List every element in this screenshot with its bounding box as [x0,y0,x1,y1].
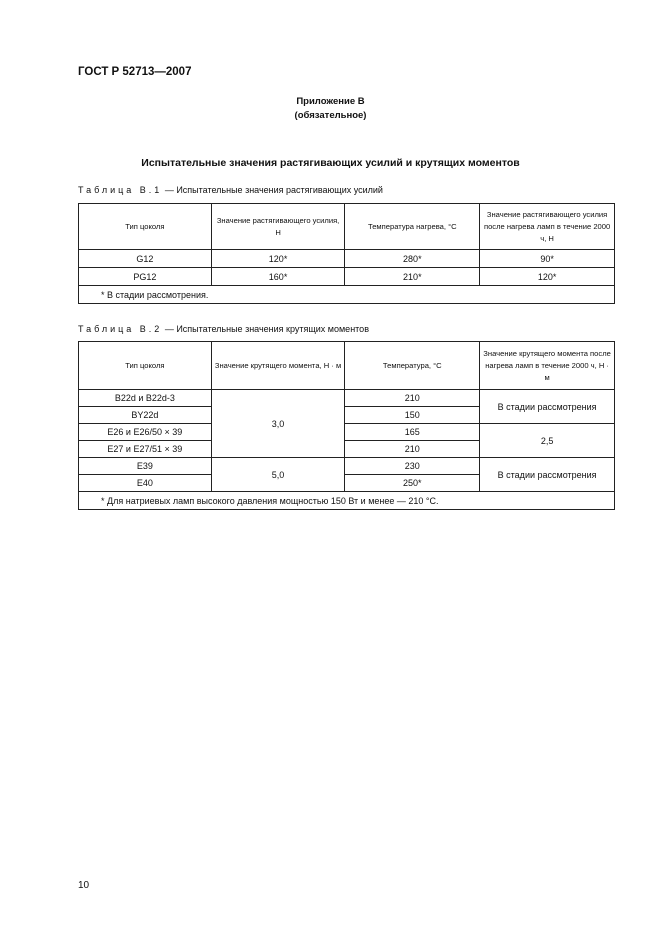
table-cell: 165 [345,424,480,441]
table-cell: 2,5 [480,424,615,458]
table1-footnote: * В стадии рассмотрения. [79,286,615,304]
table1-header-cell: Значение растягивающего усилия после нагрева ламп в течение 2000 ч, Н [480,204,615,250]
table2-caption-text: — Испытательные значения крутящих моментов [162,324,369,334]
table-cell: В стадии рассмотрения [480,390,615,424]
table-cell: 160* [211,268,345,286]
table-cell: 150 [345,407,480,424]
table-cell: 210 [345,441,480,458]
table-cell: E27 и E27/51 × 39 [79,441,212,458]
table1-header-cell: Тип цоколя [79,204,212,250]
table-row [79,250,615,268]
table2-footnote-row [79,492,615,510]
table2-footnote: * Для натриевых ламп высокого давления мощностью 150 Вт и менее — 210 °С. [79,492,615,510]
table-cell: 210 [345,390,480,407]
table-cell: PG12 [79,268,212,286]
table2-header-cell: Тип цоколя [79,342,212,390]
table-cell: 210* [345,268,480,286]
table2-caption [78,324,369,334]
table-cell: 5,0 [211,458,345,492]
table-cell: 120* [211,250,345,268]
table-cell: 230 [345,458,480,475]
table1-caption-prefix: Таблица В.1 [78,185,163,195]
appendix-status: (обязательное) [294,110,367,121]
table-cell: BY22d [79,407,212,424]
table2-header-row [79,342,615,390]
table-cell: В стадии рассмотрения [480,458,615,492]
section-title: Испытательные значения растягивающих усилий и крутящих моментов [141,157,520,169]
table-row [79,424,615,441]
table2-header-cell: Значение крутящего момента, Н · м [211,342,345,390]
table-cell: E39 [79,458,212,475]
table1-header-cell: Значение растягивающего усилия, Н [211,204,345,250]
appendix-title: Приложение В [296,96,365,107]
table1-header-row [79,204,615,250]
table-cell: G12 [79,250,212,268]
table-row [79,390,615,407]
table-cell: 90* [480,250,615,268]
page-number: 10 [78,880,90,891]
table-row [79,268,615,286]
table1-header-cell: Температура нагрева, °С [345,204,480,250]
table2-header-cell: Температура, °С [345,342,480,390]
table-cell: 120* [480,268,615,286]
table2-header-cell: Значение крутящего момента после нагрева ламп в течение 2000 ч, Н · м [480,342,615,390]
table1 [78,203,615,304]
table1-footnote-row [79,286,615,304]
table-row [79,458,615,475]
table-cell: B22d и B22d-3 [79,390,212,407]
table1-caption [78,185,383,195]
table2-caption-prefix: Таблица В.2 [78,324,163,334]
table2 [78,341,615,510]
table1-caption-text: — Испытательные значения растягивающих усилий [162,185,383,195]
table-cell: 3,0 [211,390,345,458]
table-cell: E26 и E26/50 × 39 [79,424,212,441]
document-id: ГОСТ Р 52713—2007 [78,66,192,78]
table-cell: E40 [79,475,212,492]
table-cell: 280* [345,250,480,268]
table-cell: 250* [345,475,480,492]
